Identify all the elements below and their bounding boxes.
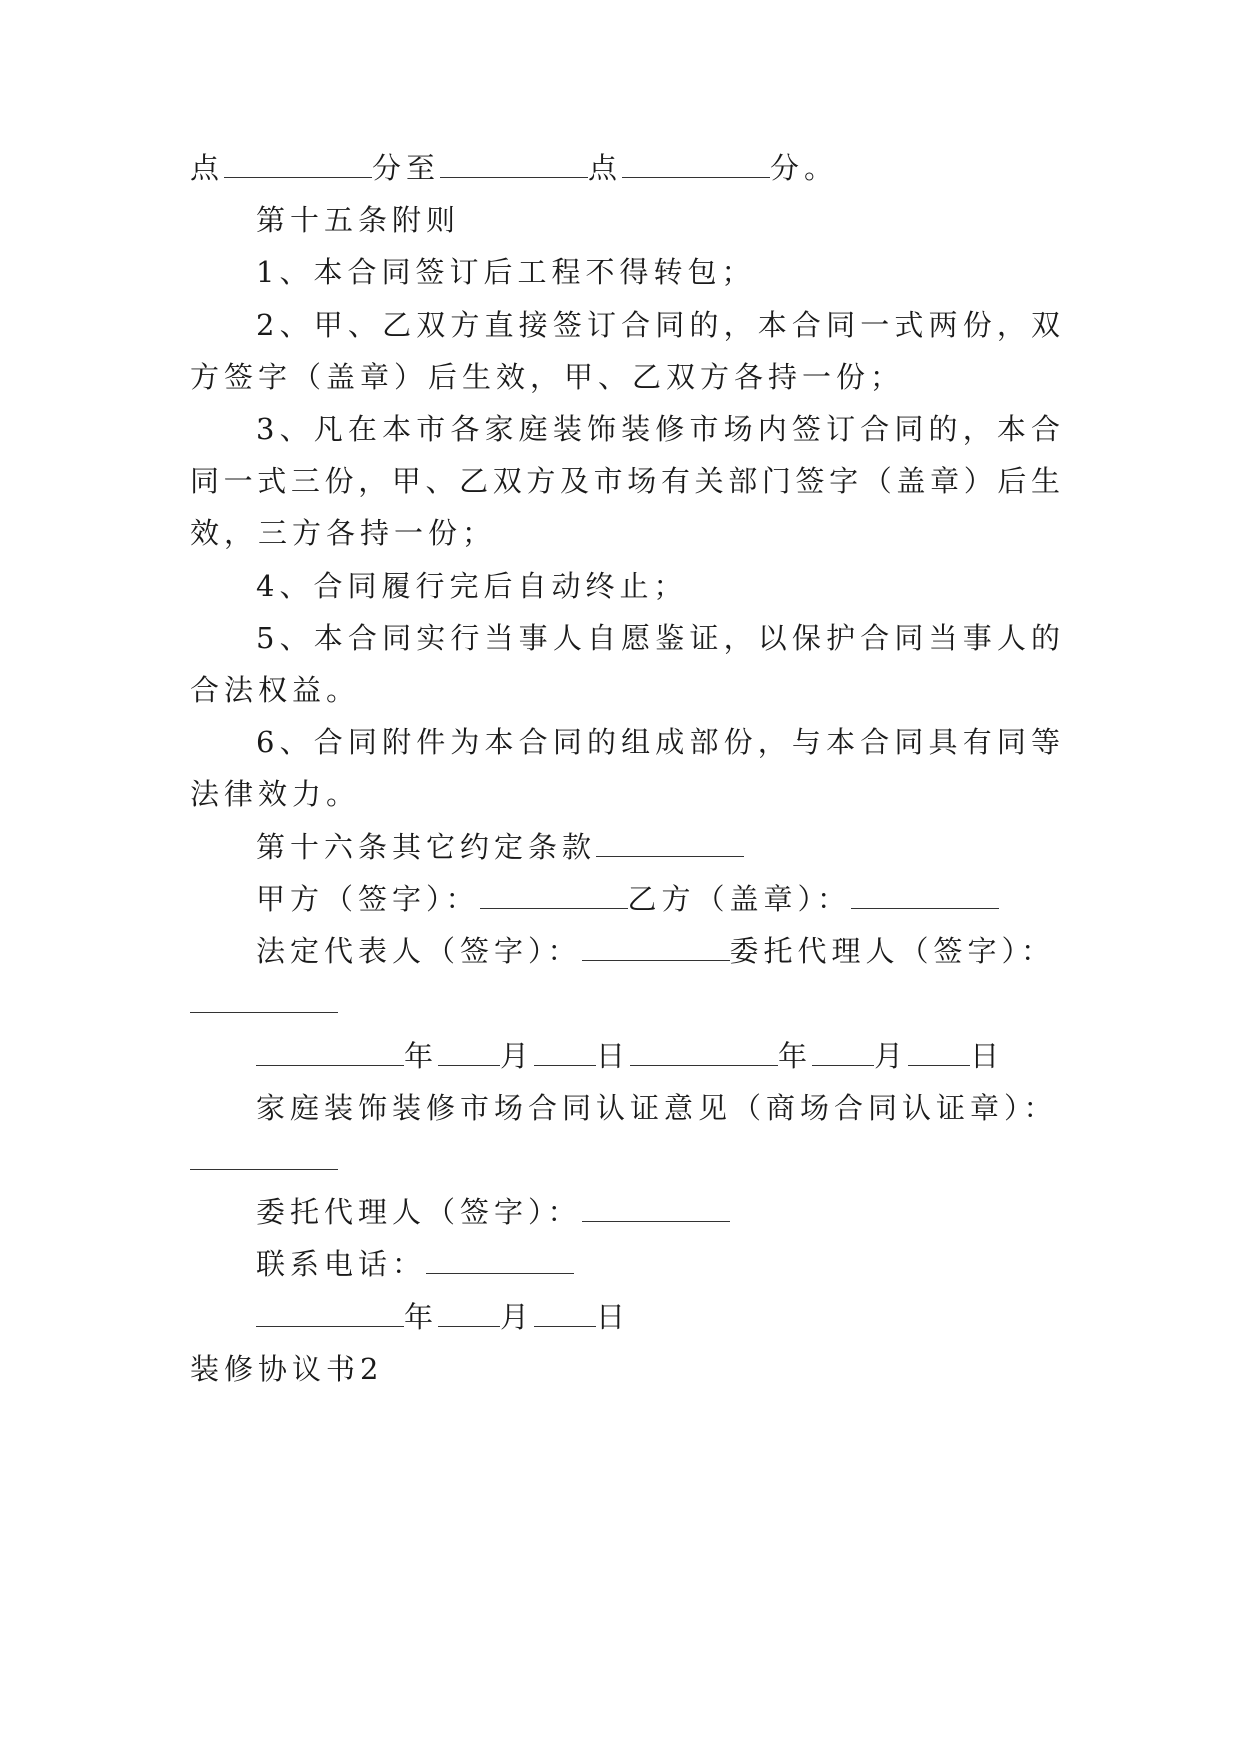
fill-blank xyxy=(256,1043,404,1066)
fill-blank xyxy=(534,1043,596,1066)
article-16-heading: 第十六条其它约定条款 xyxy=(256,827,1060,867)
market-certification-line: 家庭装饰装修市场合同认证意见（商场合同认证章）： xyxy=(256,1091,1058,1125)
fill-blank xyxy=(440,155,588,178)
party-signature-line: 甲方（签字）： 乙方（盖章）： xyxy=(256,879,1060,919)
clause-5-line-2: 合法权益。 xyxy=(190,673,361,707)
fill-blank xyxy=(908,1043,970,1066)
date-line-single: 年 月 日 xyxy=(256,1297,1060,1337)
date-line-double: 年 月 日 年 月 日 xyxy=(256,1036,1060,1076)
clause-1: 1、本合同签订后工程不得转包； xyxy=(256,255,756,289)
text-line-time: 点 分至 点 分。 xyxy=(190,151,839,185)
clause-4: 4、合同履行完后自动终止； xyxy=(256,569,688,603)
fill-blank xyxy=(256,1304,404,1327)
fill-blank xyxy=(438,1043,500,1066)
fill-blank xyxy=(851,886,999,909)
fill-blank xyxy=(596,834,744,857)
fill-blank xyxy=(582,1199,730,1222)
clause-5-line-1: 5、本合同实行当事人自愿鉴证，以保护合同当事人的 xyxy=(256,621,1060,655)
section-title: 装修协议书2 xyxy=(190,1352,384,1386)
fill-blank xyxy=(480,886,628,909)
fill-blank xyxy=(224,155,372,178)
fill-blank xyxy=(190,1147,338,1170)
blank-line xyxy=(190,1140,1060,1180)
article-15-heading: 第十五条附则 xyxy=(256,203,461,237)
clause-3-line-3: 效，三方各持一份； xyxy=(190,516,497,550)
clause-6-line-1: 6、合同附件为本合同的组成部份，与本合同具有同等 xyxy=(256,725,1060,759)
fill-blank xyxy=(622,155,770,178)
agent-signature-line: 委托代理人（签字）： xyxy=(256,1192,1060,1232)
fill-blank xyxy=(438,1304,500,1327)
fill-blank xyxy=(534,1304,596,1327)
contact-phone-line: 联系电话： xyxy=(256,1244,1060,1284)
fill-blank xyxy=(190,990,338,1013)
clause-3-line-1: 3、凡在本市各家庭装饰装修市场内签订合同的，本合 xyxy=(256,412,1060,446)
fill-blank xyxy=(630,1043,778,1066)
clause-6-line-2: 法律效力。 xyxy=(190,777,361,811)
fill-blank xyxy=(812,1043,874,1066)
fill-blank xyxy=(426,1251,574,1274)
clause-3-line-2: 同一式三份，甲、乙双方及市场有关部门签字（盖章）后生 xyxy=(190,464,1060,498)
blank-line xyxy=(190,983,1060,1023)
clause-2-line-2: 方签字（盖章）后生效，甲、乙双方各持一份； xyxy=(190,360,905,394)
representative-signature-line: 法定代表人（签字）： 委托代理人（签字）： xyxy=(256,934,1056,968)
clause-2-line-1: 2、甲、乙双方直接签订合同的，本合同一式两份，双 xyxy=(256,308,1060,342)
fill-blank xyxy=(582,938,730,961)
